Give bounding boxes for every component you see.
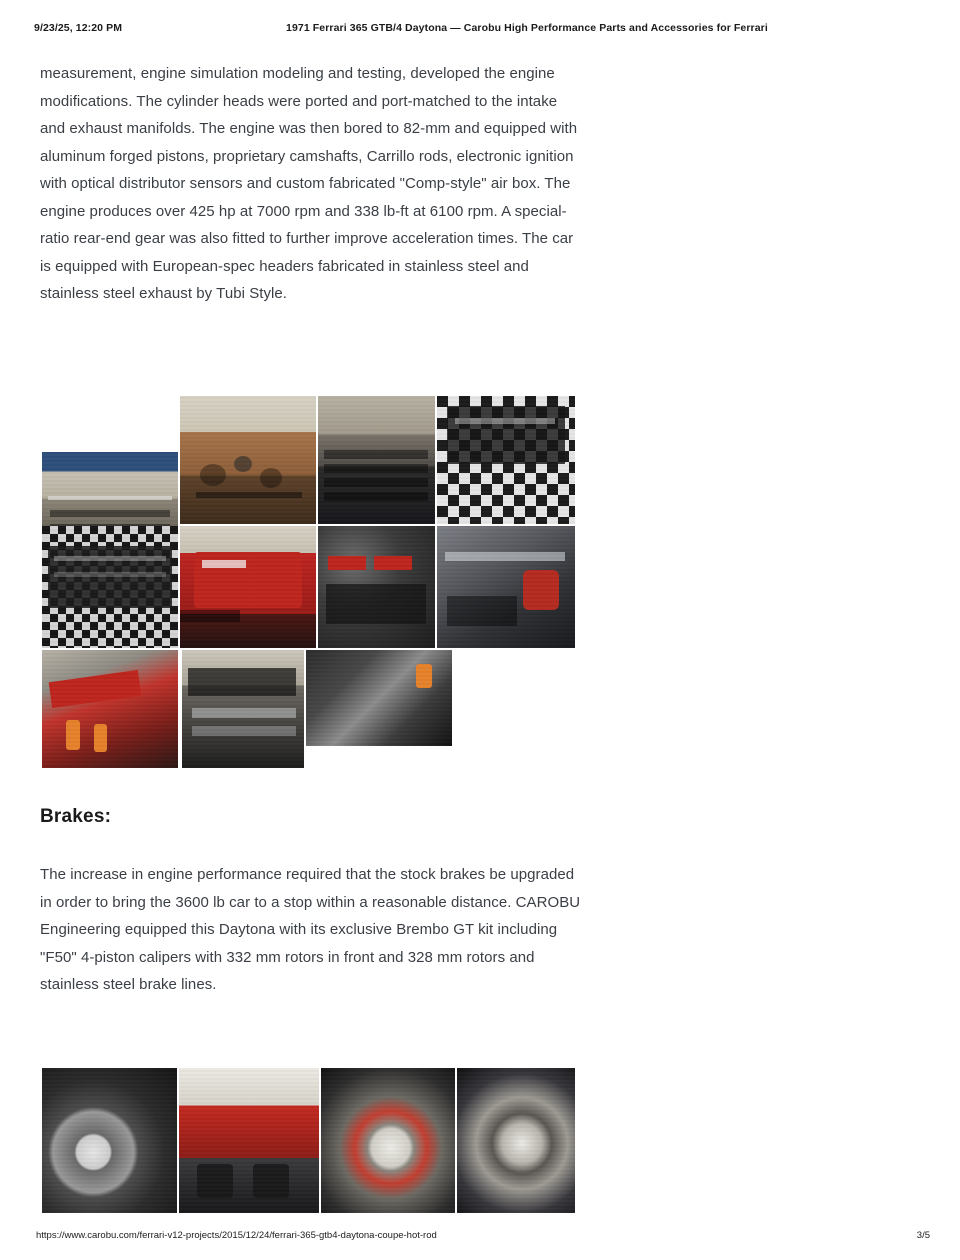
image-engine-block-on-checkered-floor (437, 396, 575, 524)
header-title: 1971 Ferrari 365 GTB/4 Daytona — Carobu High Performance Parts and Accessories for Ferrari (286, 22, 768, 34)
image-camshafts-and-lifters (318, 396, 435, 524)
image-engine-detail-red-cam-covers (42, 650, 178, 768)
footer-url: https://www.carobu.com/ferrari-v12-projects/2015/12/24/ferrari-365-gtb4-daytona-coupe-hot-rod (36, 1230, 437, 1241)
brakes-paragraph: The increase in engine performance required that the stock brakes be upgraded in order to bring the 3600 lb car to a stop within a reasonable distance. CAROBU Engineering equipped this Daytona with its exclusive Brembo GT kit including "F50" 4-piston calipers with 332 mm rotors in front and 328 mm rotors and stainless steel brake lines. (40, 866, 581, 993)
footer-page-number: 3/5 (916, 1230, 930, 1241)
engine-paragraph: measurement, engine simulation modeling and testing, developed the engine modifications. The cylinder heads were ported and port-matched to the intake and exhaust manifolds. The engine was then bored to 82-mm and equipped with aluminum forged pistons, proprietary camshafts, Carrillo rods, electronic ignition with optical distributor sensors and custom fabricated "Comp-style" air box. The engine produces over 425 hp at 7000 rpm and 338 lb-ft at 6100 rpm. A special-ratio rear-end gear was also fitted to further improve acceleration times. The car is equipped with European-spec headers fabricated in stainless steel and stainless steel exhaust by Tubi Style. (40, 65, 578, 302)
brakes-heading: Brakes: (40, 805, 112, 827)
image-engine-parts-on-workbench (180, 396, 316, 524)
image-red-intake-plenum (180, 526, 316, 648)
brake-photo-gallery (42, 1068, 575, 1213)
engine-photo-gallery (42, 396, 575, 768)
image-engine-bay-installed (437, 526, 575, 648)
image-exhaust-detail (306, 650, 452, 746)
image-rear-brake-assembly (457, 1068, 575, 1213)
image-front-brembo-rotor-and-caliper (42, 1068, 177, 1213)
image-cylinder-head-and-exhaust (182, 650, 304, 768)
image-car-front-with-wheel-off (179, 1068, 319, 1213)
print-header (0, 22, 960, 36)
print-footer (0, 1230, 960, 1244)
image-v12-block-bare (42, 526, 178, 648)
image-rotor-close-up (321, 1068, 455, 1213)
image-assembled-v12-engine (318, 526, 435, 648)
header-date: 9/23/25, 12:20 PM (34, 22, 123, 34)
